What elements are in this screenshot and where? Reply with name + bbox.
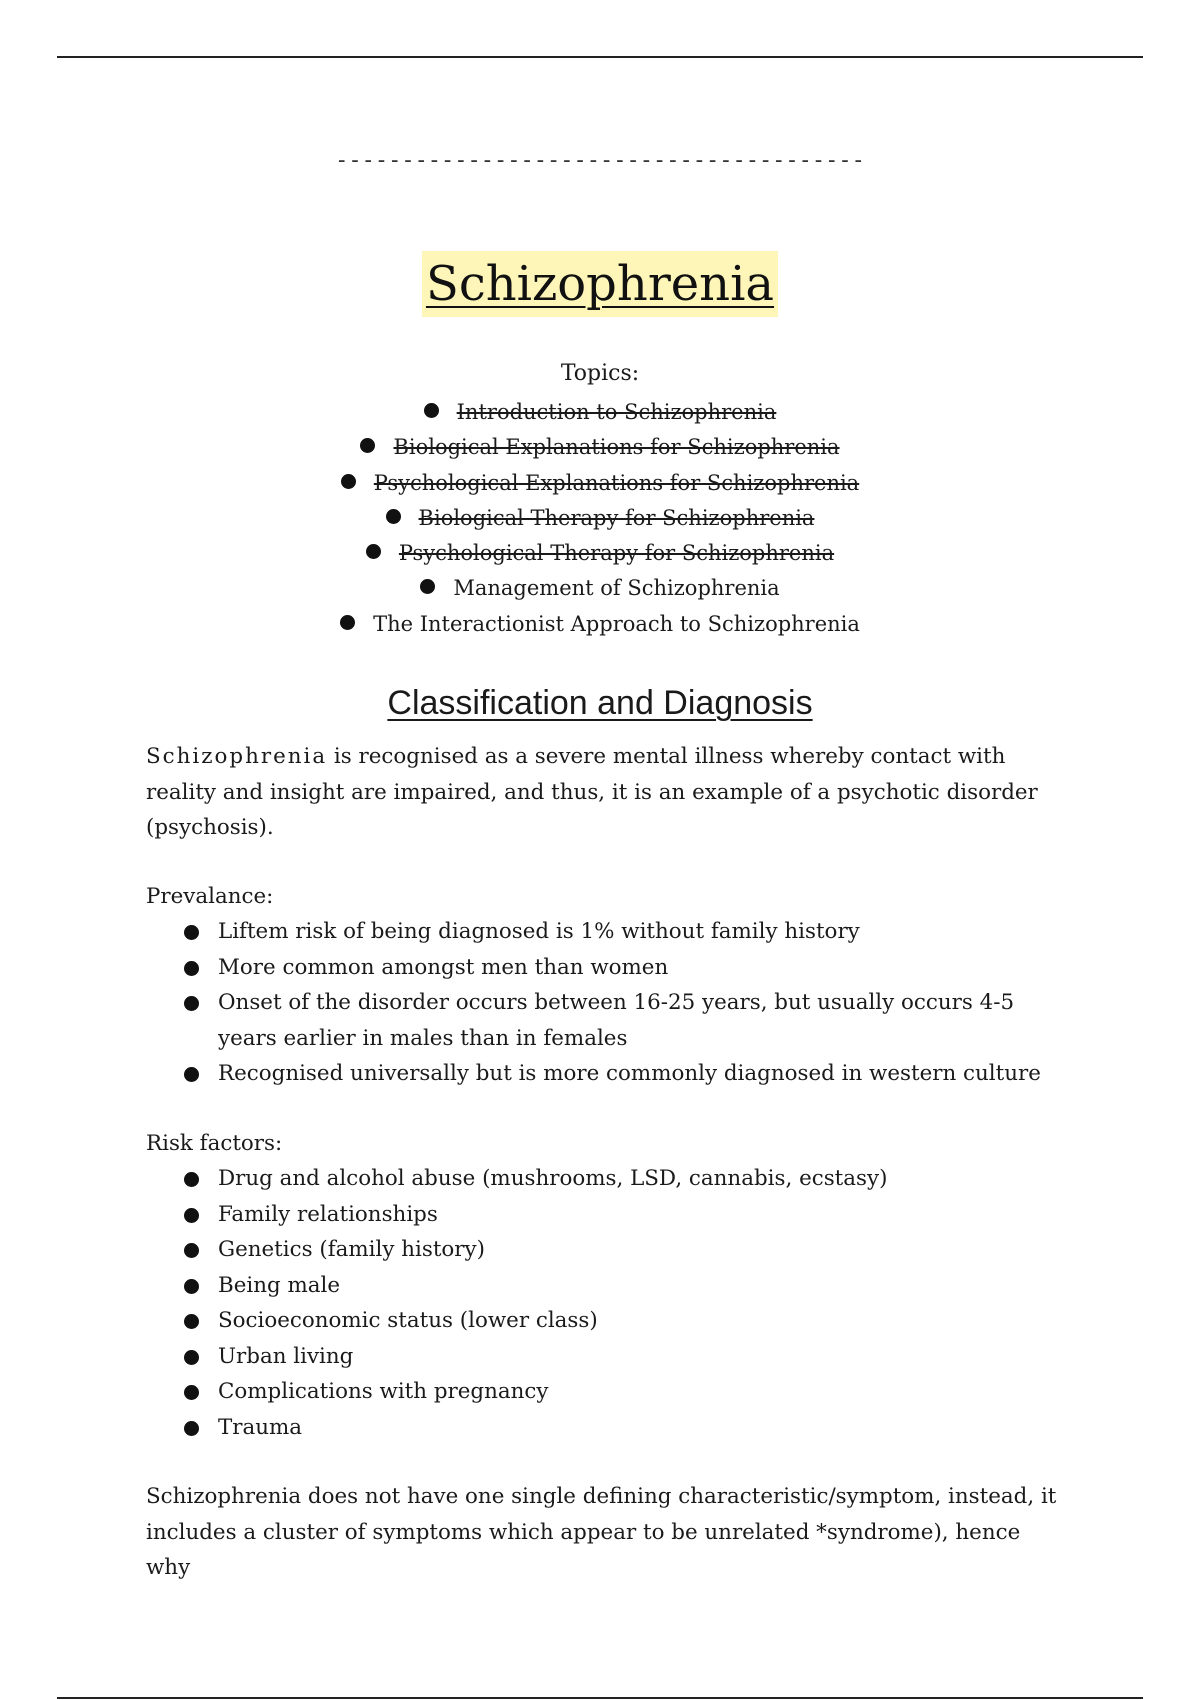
risk-factors-list bbox=[146, 1161, 1066, 1445]
section-heading: Classification and Diagnosis bbox=[387, 684, 813, 722]
bullet-icon bbox=[184, 925, 199, 940]
list-item bbox=[146, 1232, 1066, 1268]
list-item bbox=[146, 1303, 1066, 1339]
bullet-icon bbox=[184, 996, 199, 1011]
topics-list bbox=[0, 395, 1200, 642]
list-item-text: Liftem risk of being diagnosed is 1% without family history bbox=[218, 919, 860, 944]
bullet-icon bbox=[366, 544, 381, 559]
bullet-icon bbox=[386, 509, 401, 524]
list-item-text: Family relationships bbox=[218, 1201, 438, 1227]
topic-item bbox=[0, 536, 1200, 571]
prevalence-list bbox=[146, 914, 1066, 1092]
closing-paragraph: Schizophrenia does not have one single defining characteristic/symptom, instead, it includes a cluster of symptoms which appear to be unrelated *syndrome), hence why bbox=[146, 1484, 1057, 1580]
intro-paragraph bbox=[146, 739, 1066, 846]
list-item-text: More common amongst men than women bbox=[218, 954, 669, 980]
topic-item bbox=[0, 430, 1200, 465]
bullet-icon bbox=[360, 438, 375, 453]
list-item bbox=[146, 1056, 1066, 1092]
intro-term: Schizophrenia bbox=[146, 744, 328, 769]
topic-text: The Interactionist Approach to Schizophrenia bbox=[373, 611, 860, 636]
topics-label: Topics: bbox=[560, 361, 640, 386]
list-item bbox=[146, 985, 1066, 1056]
bullet-icon bbox=[184, 1279, 199, 1294]
list-item bbox=[146, 1268, 1066, 1304]
prevalence-label: Prevalance: bbox=[146, 884, 274, 909]
list-item bbox=[146, 1374, 1066, 1410]
bullet-icon bbox=[184, 1421, 199, 1436]
list-item-text: Socioeconomic status (lower class) bbox=[218, 1308, 598, 1333]
bullet-icon bbox=[424, 403, 439, 418]
topic-item bbox=[0, 395, 1200, 430]
title-container bbox=[0, 251, 1200, 317]
list-item bbox=[146, 1197, 1066, 1233]
page-title: Schizophrenia bbox=[422, 251, 778, 317]
bullet-icon bbox=[341, 474, 356, 489]
bullet-icon bbox=[184, 1314, 199, 1329]
topic-text: Introduction to Schizophrenia bbox=[456, 400, 777, 424]
list-item bbox=[146, 1410, 1066, 1446]
topic-text: Psychological Therapy for Schizophrenia bbox=[398, 541, 835, 566]
page-bottom-rule bbox=[57, 1697, 1143, 1699]
intro-text: is recognised as a severe mental illness whereby contact with reality and insight are impaired, and thus, it is an example of a psychotic disorder (psychosis). bbox=[146, 744, 1038, 840]
list-item-text: Complications with pregnancy bbox=[218, 1379, 549, 1404]
topic-item bbox=[0, 466, 1200, 501]
risk-factors-label: Risk factors: bbox=[146, 1131, 283, 1156]
list-item-text: Being male bbox=[218, 1272, 341, 1298]
bullet-icon bbox=[184, 1208, 199, 1223]
bullet-icon bbox=[184, 961, 199, 976]
topic-item bbox=[0, 607, 1200, 642]
list-item bbox=[146, 1339, 1066, 1375]
topic-text: Psychological Explanations for Schizophrenia bbox=[373, 470, 860, 495]
list-item-text: Urban living bbox=[218, 1343, 354, 1369]
bullet-icon bbox=[420, 579, 435, 594]
bullet-icon bbox=[184, 1172, 199, 1187]
list-item bbox=[146, 950, 1066, 986]
bullet-icon bbox=[340, 615, 355, 630]
bullet-icon bbox=[184, 1350, 199, 1365]
topic-item bbox=[0, 501, 1200, 536]
page-top-rule bbox=[57, 56, 1143, 58]
topic-text: Biological Therapy for Schizophrenia bbox=[418, 505, 815, 530]
topic-item bbox=[0, 571, 1200, 606]
topic-text: Management of Schizophrenia bbox=[453, 576, 780, 601]
dashed-separator: ---------------------------------------- bbox=[335, 148, 865, 173]
bullet-icon bbox=[184, 1385, 199, 1400]
list-item-text: Recognised universally but is more commonly diagnosed in western culture bbox=[218, 1061, 1041, 1086]
list-item-text: Genetics (family history) bbox=[218, 1237, 485, 1262]
list-item-text: Trauma bbox=[218, 1414, 303, 1440]
list-item bbox=[146, 1161, 1066, 1197]
bullet-icon bbox=[184, 1067, 199, 1082]
list-item bbox=[146, 914, 1066, 950]
list-item-text: Drug and alcohol abuse (mushrooms, LSD, cannabis, ecstasy) bbox=[218, 1166, 888, 1191]
bullet-icon bbox=[184, 1243, 199, 1258]
list-item-text: Onset of the disorder occurs between 16-25 years, but usually occurs 4-5 years earlier in males than in females bbox=[218, 990, 1015, 1051]
topic-text: Biological Explanations for Schizophrenia bbox=[393, 435, 840, 460]
